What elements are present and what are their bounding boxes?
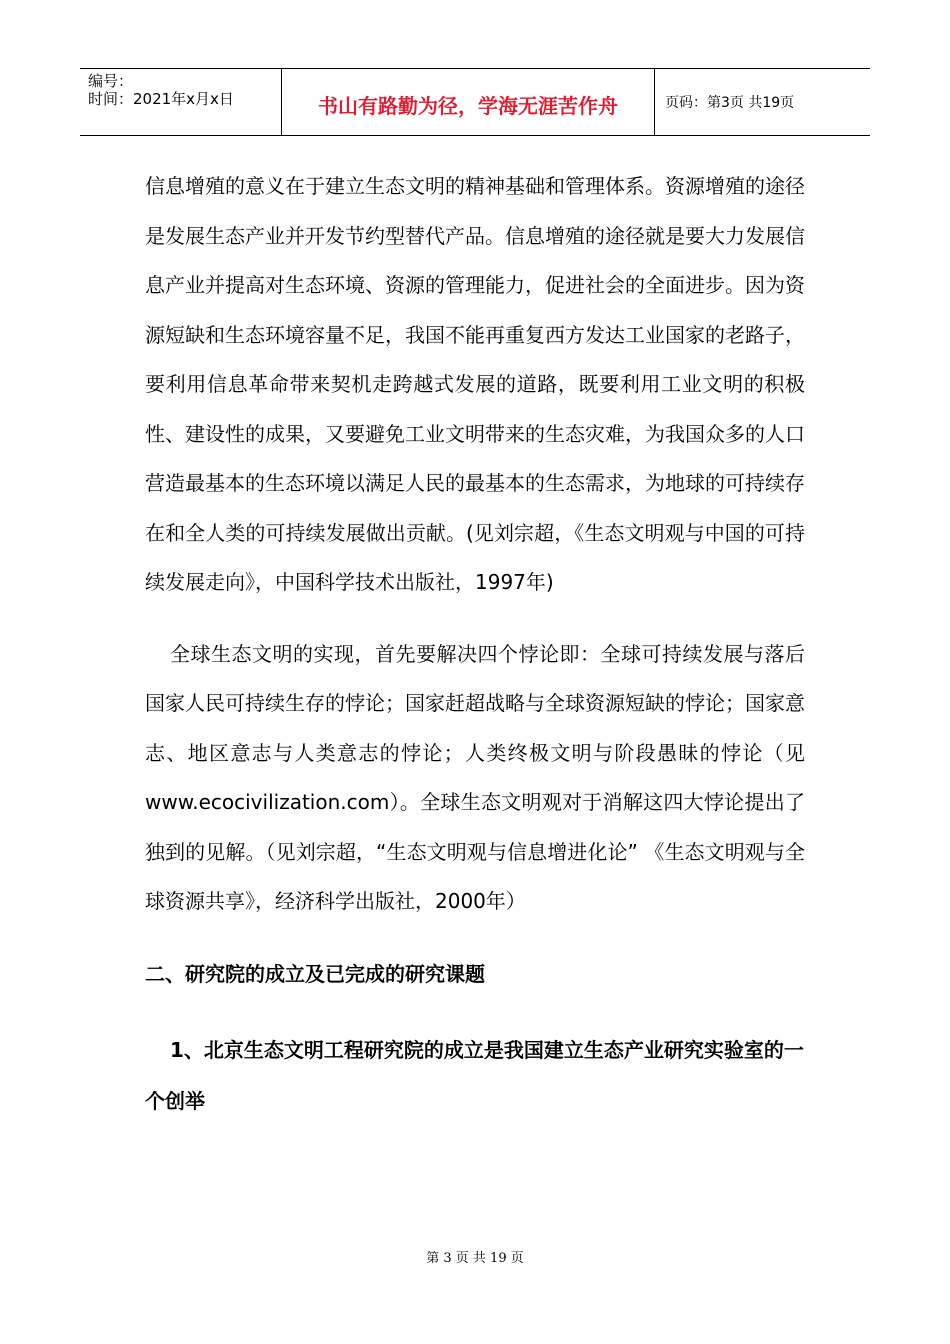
subsection-heading: 1、北京生态文明工程研究院的成立是我国建立生态产业研究实验室的一个创举 xyxy=(145,1037,804,1113)
document-time-label: 时间：2021年x月x日 xyxy=(88,90,234,108)
page-footer: 第 3 页 共 19 页 xyxy=(426,1251,524,1266)
document-number-label: 编号： xyxy=(88,72,134,90)
header-meta xyxy=(80,69,282,135)
document-body xyxy=(145,162,805,1127)
body-paragraph-2: 全球生态文明的实现，首先要解决四个悖论即：全球可持续发展与落后国家人民可持续生存的悖论；国家赶超战略与全球资源短缺的悖论；国家意志、地区意志与人类意志的悖论；人类终极文明与阶段愚昧的悖论（见www.ecocivilization.com）。全球生态文明观对于消解这四大悖论提出了独到的见解。（见刘宗超，“生态文明观与信息增进化论” 《生态文明观与全球资源共享》，经济科学出版社，2000年） xyxy=(145,641,805,913)
section-heading: 二、研究院的成立及已完成的研究课题 xyxy=(145,961,485,986)
header-page-info: 页码：第3页 共19页 xyxy=(665,95,795,111)
body-paragraph-1: 信息增殖的意义在于建立生态文明的精神基础和管理体系。资源增殖的途径是发展生态产业并开发节约型替代产品。信息增殖的途径就是要大力发展信息产业并提高对生态环境、资源的管理能力，促进社会的全面进步。因为资源短缺和生态环境容量不足，我国不能再重复西方发达工业国家的老路子，要利用信息革命带来契机走跨越式发展的道路，既要利用工业文明的积极性、建设性的成果，又要避免工业文明带来的生态灾难，为我国众多的人口营造最基本的生态环境以满足人民的最基本的生态需求，为地球的可持续存在和全人类的可持续发展做出贡献。(见刘宗超，《生态文明观与中国的可持续发展走向》，中国科学技术出版社，1997年) xyxy=(145,174,805,594)
page-header xyxy=(80,68,870,136)
header-motto: 书山有路勤为径，学海无涯苦作舟 xyxy=(282,69,655,135)
